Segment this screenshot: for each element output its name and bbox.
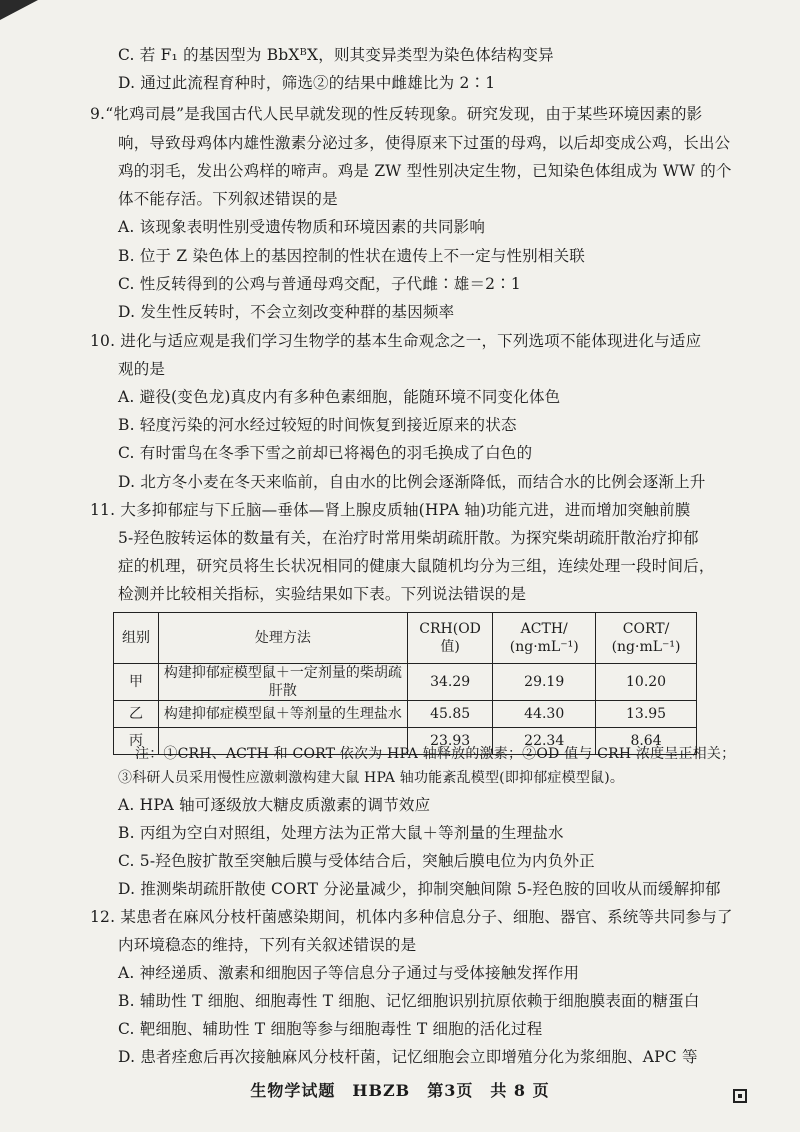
header-crh: CRH(OD 值)	[407, 613, 493, 664]
cell-group: 甲	[114, 664, 159, 701]
q10-stem-line1: 10. 进化与适应观是我们学习生物学的基本生命观念之一，下列选项不能体现进化与适应	[90, 332, 702, 350]
cell-group: 丙	[114, 728, 159, 755]
q11-stem-line2: 5-羟色胺转运体的数量有关，在治疗时常用柴胡疏肝散。为探究柴胡疏肝散治疗抑郁	[118, 529, 699, 547]
q11-option-b: B. 丙组为空白对照组，处理方法为正常大鼠＋等剂量的生理盐水	[118, 824, 564, 842]
q9-stem-line3: 鸡的羽毛，发出公鸡样的啼声。鸡是 ZW 型性别决定生物，已知染色体组成为 WW 的个	[118, 162, 732, 180]
cell-method: 构建抑郁症模型鼠＋一定剂量的柴胡疏肝散	[158, 664, 407, 701]
cell-crh: 23.93	[407, 728, 493, 755]
header-group: 组别	[114, 613, 159, 664]
header-acth: ACTH/ (ng·mL⁻¹)	[493, 613, 596, 664]
cell-cort: 10.20	[596, 664, 697, 701]
q12-stem-line2: 内环境稳态的维持，下列有关叙述错误的是	[118, 936, 417, 954]
cell-acth: 44.30	[493, 701, 596, 728]
q11-option-c: C. 5-羟色胺扩散至突触后膜与受体结合后，突触后膜电位为内负外正	[118, 852, 595, 870]
cell-crh: 34.29	[407, 664, 493, 701]
q9-stem-line1: 9.“牝鸡司晨”是我国古代人民早就发现的性反转现象。研究发现，由于某些环境因素的影	[90, 105, 703, 123]
q9-option-c: C. 性反转得到的公鸡与普通母鸡交配，子代雌∶雄＝2∶1	[118, 275, 521, 293]
q9-option-b: B. 位于 Z 染色体上的基因控制的性状在遗传上不一定与性别相关联	[118, 247, 585, 265]
cell-crh: 45.85	[407, 701, 493, 728]
q10-option-a: A. 避役(变色龙)真皮内有多种色素细胞，能随环境不同变化体色	[118, 388, 561, 406]
q9-option-d: D. 发生性反转时，不会立刻改变种群的基因频率	[118, 303, 455, 321]
cell-acth: 22.34	[493, 728, 596, 755]
q8-option-c: C. 若 F₁ 的基因型为 BbXᴮX，则其变异类型为染色体结构变异	[118, 46, 554, 64]
cell-acth: 29.19	[493, 664, 596, 701]
q10-stem-line2: 观的是	[118, 360, 166, 378]
header-method: 处理方法	[158, 613, 407, 664]
results-table	[113, 612, 697, 755]
scan-corner-shadow	[0, 0, 38, 20]
q9-stem-line2: 响，导致母鸡体内雄性激素分泌过多，使得原来下过蛋的母鸡，以后却变成公鸡，长出公	[118, 134, 731, 152]
page-footer: 生物学试题 HBZB 第3页 共 8 页	[250, 1081, 550, 1100]
q11-stem-line3: 症的机理，研究员将生长状况相同的健康大鼠随机均分为三组，连续处理一段时间后，	[118, 557, 715, 575]
q12-option-c: C. 靶细胞、辅助性 T 细胞等参与细胞毒性 T 细胞的活化过程	[118, 1020, 543, 1038]
q10-option-b: B. 轻度污染的河水经过较短的时间恢复到接近原来的状态	[118, 416, 517, 434]
q12-option-a: A. 神经递质、激素和细胞因子等信息分子通过与受体接触发挥作用	[118, 964, 580, 982]
q8-option-d: D. 通过此流程育种时，筛选②的结果中雌雄比为 2∶1	[118, 74, 496, 92]
q10-option-d: D. 北方冬小麦在冬天来临前，自由水的比例会逐渐降低，而结合水的比例会逐渐上升	[118, 473, 706, 491]
cell-method: 构建抑郁症模型鼠＋等剂量的生理盐水	[158, 701, 407, 728]
q11-option-a: A. HPA 轴可逐级放大糖皮质激素的调节效应	[118, 796, 431, 814]
q12-option-b: B. 辅助性 T 细胞、细胞毒性 T 细胞、记忆细胞识别抗原依赖于细胞膜表面的糖蛋白	[118, 992, 700, 1010]
q9-option-a: A. 该现象表明性别受遗传物质和环境因素的共同影响	[118, 218, 486, 236]
q11-option-d: D. 推测柴胡疏肝散使 CORT 分泌量减少，抑制突触间隙 5-羟色胺的回收从而缓解抑郁	[118, 880, 721, 898]
cell-cort: 8.64	[596, 728, 697, 755]
cell-cort: 13.95	[596, 701, 697, 728]
table-note-line2: ③科研人员采用慢性应激刺激构建大鼠 HPA 轴功能紊乱模型(即抑郁症模型鼠)。	[118, 770, 625, 786]
header-cort: CORT/ (ng·mL⁻¹)	[596, 613, 697, 664]
qr-code-icon	[733, 1089, 747, 1103]
q11-stem-line1: 11. 大多抑郁症与下丘脑—垂体—肾上腺皮质轴(HPA 轴)功能亢进，进而增加突触前膜	[90, 501, 691, 519]
table-note-line1: 注：①CRH、ACTH 和 CORT 依次为 HPA 轴释放的激素；②OD 值与 CRH 浓度呈正相关；	[135, 746, 736, 762]
table-row	[114, 664, 697, 701]
q10-option-c: C. 有时雷鸟在冬季下雪之前却已将褐色的羽毛换成了白色的	[118, 444, 533, 462]
q12-option-d: D. 患者痊愈后再次接触麻风分枝杆菌，记忆细胞会立即增殖分化为浆细胞、APC 等	[118, 1048, 698, 1066]
table-header-row	[114, 613, 697, 664]
q9-stem-line4: 体不能存活。下列叙述错误的是	[118, 190, 338, 208]
q12-stem-line1: 12. 某患者在麻风分枝杆菌感染期间，机体内多种信息分子、细胞、器官、系统等共同参与了	[90, 908, 733, 926]
table-row	[114, 701, 697, 728]
cell-group: 乙	[114, 701, 159, 728]
q11-stem-line4: 检测并比较相关指标，实验结果如下表。下列说法错误的是	[118, 585, 527, 603]
